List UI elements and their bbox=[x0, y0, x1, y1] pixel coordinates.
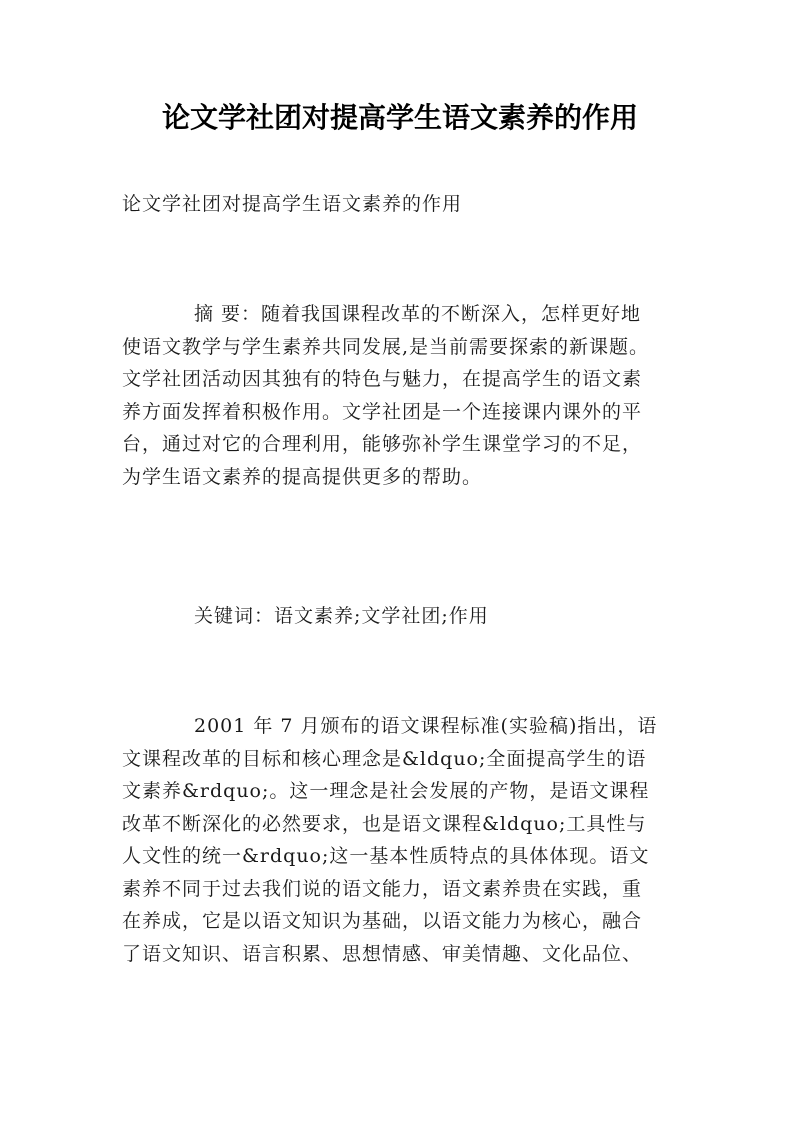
body-line: 文课程改革的目标和核心理念是&ldquo;全面提高学生的语 bbox=[122, 747, 647, 770]
abstract-line: 摘 要：随着我国课程改革的不断深入，怎样更好地 bbox=[194, 303, 642, 325]
abstract-paragraph bbox=[122, 298, 692, 493]
abstract-line: 台，通过对它的合理利用，能够弥补学生课堂学习的不足， bbox=[122, 433, 643, 455]
document-subtitle: 论文学社团对提高学生语文素养的作用 bbox=[122, 193, 463, 215]
keywords-paragraph bbox=[122, 600, 692, 633]
keywords-line: 关键词：语文素养;文学社团;作用 bbox=[194, 605, 489, 627]
body-paragraph bbox=[122, 710, 692, 970]
body-line: 文素养&rdquo;。这一理念是社会发展的产物，是语文课程 bbox=[122, 780, 650, 802]
abstract-line: 为学生语文素养的提高提供更多的帮助。 bbox=[122, 465, 483, 488]
body-line: 在养成，它是以语文知识为基础，以语文能力为核心，融合 bbox=[122, 910, 643, 932]
body-line: 了语文知识、语言积累、思想情感、审美情趣、文化品位、 bbox=[122, 942, 643, 965]
abstract-line: 文学社团活动因其独有的特色与魅力，在提高学生的语文素 bbox=[122, 368, 643, 390]
body-line: 2001 年 7 月颁布的语文课程标准(实验稿)指出，语 bbox=[194, 715, 658, 737]
body-line: 素养不同于过去我们说的语文能力，语文素养贵在实践，重 bbox=[122, 877, 643, 900]
body-line: 改革不断深化的必然要求，也是语文课程&ldquo;工具性与 bbox=[122, 812, 647, 835]
abstract-line: 养方面发挥着积极作用。文学社团是一个连接课内课外的平 bbox=[122, 400, 643, 423]
body-line: 人文性的统一&rdquo;这一基本性质特点的具体体现。语文 bbox=[122, 845, 650, 867]
abstract-line: 使语文教学与学生素养共同发展,是当前需要探索的新课题。 bbox=[122, 335, 650, 358]
document-title: 论文学社团对提高学生语文素养的作用 bbox=[161, 101, 638, 134]
